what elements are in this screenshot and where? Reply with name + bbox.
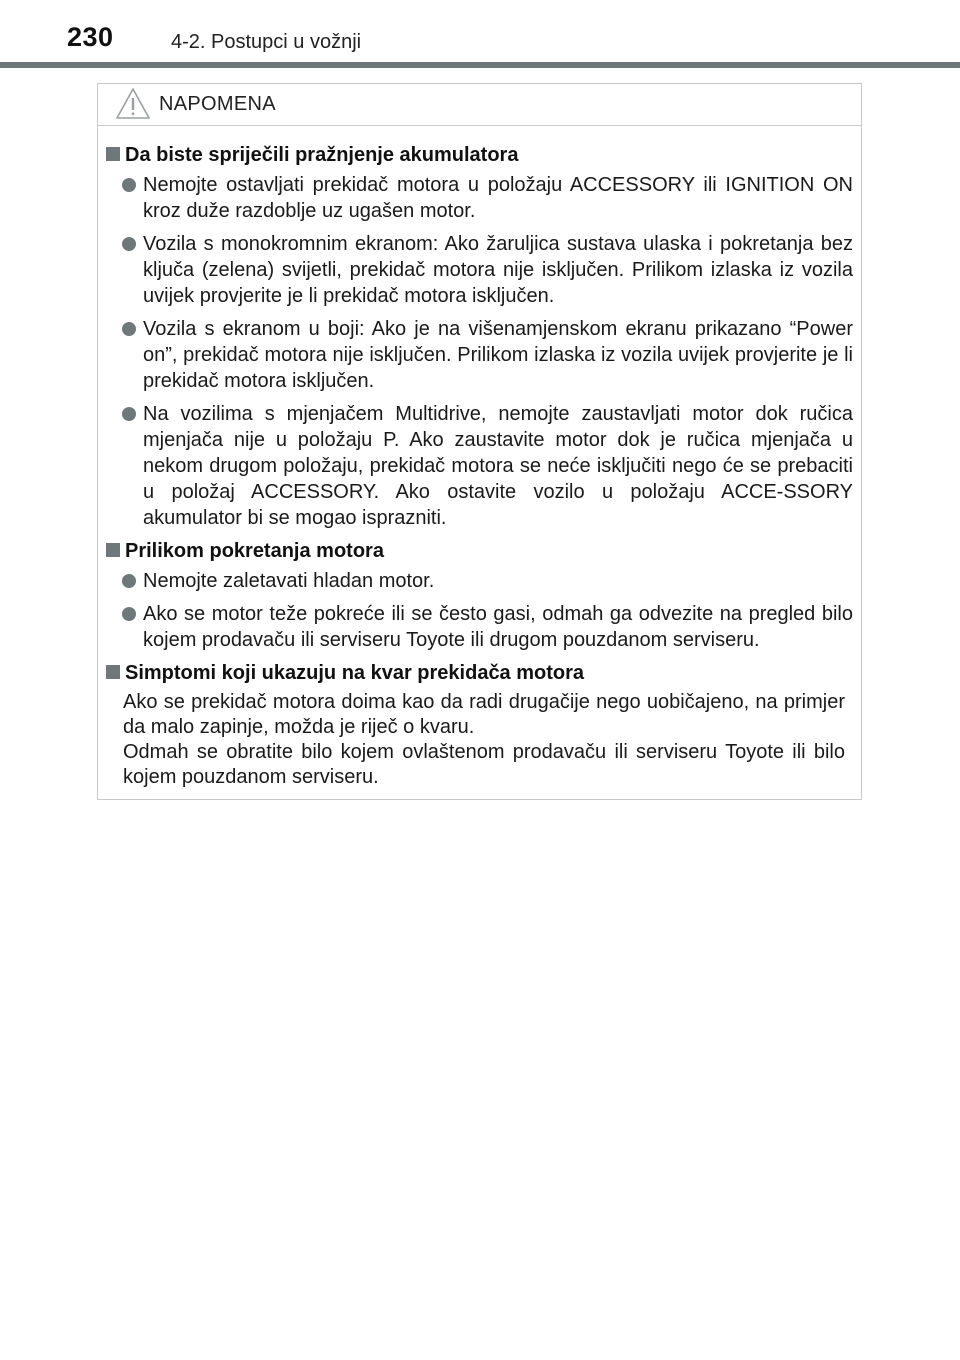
paragraph: Odmah se obratite bilo kojem ovlaštenom prodavaču ili serviseru Toyote ili bilo kojem pouzdanom serviseru. xyxy=(123,741,845,788)
section-heading: Prilikom pokretanja motora xyxy=(98,538,861,564)
circle-bullet-icon xyxy=(122,178,136,192)
list-item: Vozila s monokromnim ekranom: Ako žaruljica sustava ulaska i pokretanja bez ključa (zelena) svijetli, prekidač motora nije isključen. Prilikom izlaska iz vozila uvijek provjerite je li prekidač motora isključen. xyxy=(98,231,861,309)
note-body xyxy=(98,142,861,790)
circle-bullet-icon xyxy=(122,607,136,621)
circle-bullet-icon xyxy=(122,237,136,251)
page-number: 230 xyxy=(67,22,114,52)
warning-triangle-icon xyxy=(115,87,151,120)
paragraph: Ako se prekidač motora doima kao da radi drugačije nego uobičajeno, na primjer da malo zapinje, možda je riječ o kvaru. xyxy=(123,691,845,738)
square-bullet-icon xyxy=(106,147,120,161)
note-header xyxy=(98,84,861,126)
square-bullet-icon xyxy=(106,543,120,557)
square-bullet-icon xyxy=(106,665,120,679)
section-title: 4-2. Postupci u vožnji xyxy=(171,31,362,53)
list-item: Nemojte ostavljati prekidač motora u položaju ACCESSORY ili IGNITION ON kroz duže razdoblje uz ugašen motor. xyxy=(98,172,861,224)
list-item: Na vozilima s mjenjačem Multidrive, nemojte zaustavljati motor dok ručica mjenjača nije u položaju P. Ako zaustavite motor dok je ručica mjenjača u nekom drugom položaju, prekidač motora se neće isključiti nego će se prebaciti u položaj ACCESSORY. Ako ostavite vozilo u položaju ACCE-SSORY akumulator bi se mogao isprazniti. xyxy=(98,401,861,531)
list-item: Nemojte zaletavati hladan motor. xyxy=(98,568,861,594)
caution-note-box xyxy=(97,83,862,800)
circle-bullet-icon xyxy=(122,407,136,421)
list-item: Ako se motor teže pokreće ili se često gasi, odmah ga odvezite na pregled bilo kojem prodavaču ili serviseru Toyote ili drugom pouzdanom serviseru. xyxy=(98,601,861,653)
section-heading: Da biste spriječili pražnjenje akumulatora xyxy=(98,142,861,168)
circle-bullet-icon xyxy=(122,322,136,336)
section-heading: Simptomi koji ukazuju na kvar prekidača motora xyxy=(98,660,861,686)
header-divider xyxy=(0,62,960,68)
circle-bullet-icon xyxy=(122,574,136,588)
note-title: NAPOMENA xyxy=(159,93,276,115)
list-item: Vozila s ekranom u boji: Ako je na višenamjenskom ekranu prikazano “Power on”, prekidač motora nije isključen. Prilikom izlaska iz vozila uvijek provjerite je li prekidač motora isključen. xyxy=(98,316,861,394)
